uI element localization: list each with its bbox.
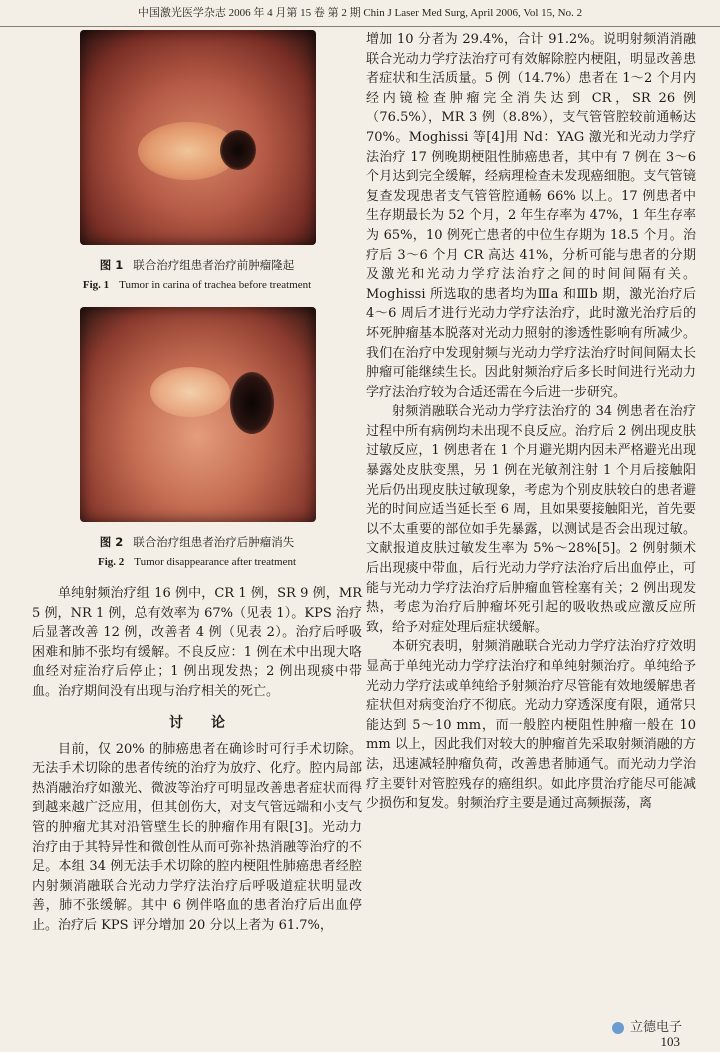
discussion-paragraph-3: 射频消融联合光动力学疗法治疗的 34 例患者在治疗过程中所有病例均未出现不良反应。治疗后 2 例出现皮肤过敏反应，1 例患者在 1 个月避光期内因未严格避光出现暴露处皮肤变黑，另 1 例在光敏剂注射 1 个月后接触阳光后仍出现皮肤过敏现象，考虑为个别皮肤较白的患者避光的时间应适当延长至 6 周，且如果要接触阳光，首先要以不太重要的部位如手先暴露，以测试是否会出现过敏。文献报道皮肤过敏发生率为 5%～28%[5]。2 例射频术后出现痰中带血，后行光动力学疗法治疗后出血停止，可能与光动力学疗法治疗后肿瘤血管栓塞有关；2 例出现发热，考虑为治疗后肿瘤坏死引起的吸收热或应激反应所致，给予对症处理后症状缓解。 [366, 404, 696, 635]
discussion-paragraph-1: 目前，仅 20% 的肺癌患者在确诊时可行手术切除。无法手术切除的患者传统的治疗为放疗、化疗。腔内局部热消融治疗如激光、微波等治疗可明显改善患者症状而得到越来越广泛应用，但其创伤大，对支气管远端和小支气管的肿瘤尤其对沿管壁生长的肿瘤作用有限[3]。光动力治疗由于其特异性和微创性从而可弥补热消融等治疗的不足。本组 34 例无法手术切除的腔内梗阻性肺癌患者经腔内射频消融联合光动力学疗法治疗后呼吸道症状明显改善，肺不张缓解。其中 6 例伴咯血的患者治疗后出血停止。治疗后 KPS 评分增加 20 分以上者为 61.7%， [32, 741, 362, 933]
discussion-paragraph-4: 本研究表明，射频消融联合光动力学疗法治疗疗效明显高于单纯光动力学疗法治疗和单纯射频治疗。单纯给予光动力学疗法或单纯给予射频治疗尽管能有效地缓解患者症状但对病变治疗不彻底。光动力穿透深度有限，通常只能达到 5～10 mm，而一般腔内梗阻性肿瘤一般在 10 mm 以上，因此我们对较大的肿瘤首先采取射频消融的方法，迅速减轻肿瘤负荷，改善患者肺通气。而光动力学治疗主要针对管腔残存的癌组织。如此序贯治疗能尽可能减少损伤和复发。射频治疗主要是通过高频振荡，离 [366, 639, 696, 812]
right-column [366, 30, 696, 814]
figure-1-caption-zh: 图 1 联合治疗组患者治疗前肿瘤隆起 [99, 258, 295, 272]
watermark: 立德电子 [612, 1016, 682, 1035]
page-number: 103 [660, 1034, 680, 1049]
figure-2-image [80, 307, 316, 522]
treated-area [150, 367, 230, 417]
section-title-discussion: 讨论 [169, 714, 253, 731]
airway-lumen [220, 130, 256, 170]
airway-lumen [230, 372, 274, 434]
discussion-paragraph-2: 增加 10 分者为 29.4%，合计 91.2%。说明射频消消融联合光动力学疗法治疗可有效解除腔内梗阻，明显改善患者症状和生活质量。5 例（14.7%）患者在 1～2 个月内经内镜检查肿瘤完全消失达到 CR，SR 26 例（76.5%），MR 3 例（8.8%），支气管管腔较前通畅达 70%。Moghissi 等[4]用 Nd：YAG 激光和光动力学疗法治疗 17 例晚期梗阻性肺癌患者，其中有 7 例在 3～6 个月达到完全缓解，经病理检查未发现癌细胞。支气管镜复查发现患者支气管管腔通畅 66% 以上。17 例患者中生存期最长为 52 个月，2 年生存率为 47%，1 年生存率为 65%，10 例死亡患者的中位生存期为 18.5 个月。治疗后 3～6 个月 CR 高达 41%，分析可能与患者的分期及激光和光动力学疗法治疗之间的时间间隔有关。Moghissi 所选取的患者均为Ⅲa 和Ⅲb 期，激光治疗后 4～6 周后才进行光动力学疗法治疗，此时激光治疗后的坏死肿瘤基本脱落对光动力照射的渗透性影响有所减少。我们在治疗中发现射频与光动力学疗法治疗时间间隔太长肿瘤可能继续生长。因此射频治疗后多长时间进行光动力学疗法治疗较为合适还需在今后进一步研究。 [366, 32, 696, 400]
wechat-logo-icon [612, 1022, 624, 1034]
journal-header: 中国激光医学杂志 2006 年 4 月第 15 卷 第 2 期 Chin J Laser Med Surg, April 2006, Vol 15, No. 2 [0, 0, 720, 27]
results-paragraph: 单纯射频治疗组 16 例中，CR 1 例，SR 9 例，MR 5 例，NR 1 例，总有效率为 67%（见表 1）。KPS 治疗后显著改善 12 例，改善者 4 例（见表 2）。治疗后呼吸困难和肺不张均有缓解。不良反应：1 例在术中出现大咯血经对症治疗后停止；1 例出现发热；2 例出现痰中带血。治疗期间没有出现与治疗相关的死亡。 [32, 586, 362, 699]
figure-1-caption-en: Fig. 1 Tumor in carina of trachea before treatment [82, 279, 312, 291]
figure-2-caption-en: Fig. 2 Tumor disappearance after treatment [97, 556, 297, 568]
figure-1-image [80, 30, 316, 245]
left-column [32, 30, 362, 936]
figure-2-caption-zh: 图 2 联合治疗组患者治疗后肿瘤消失 [99, 535, 295, 549]
